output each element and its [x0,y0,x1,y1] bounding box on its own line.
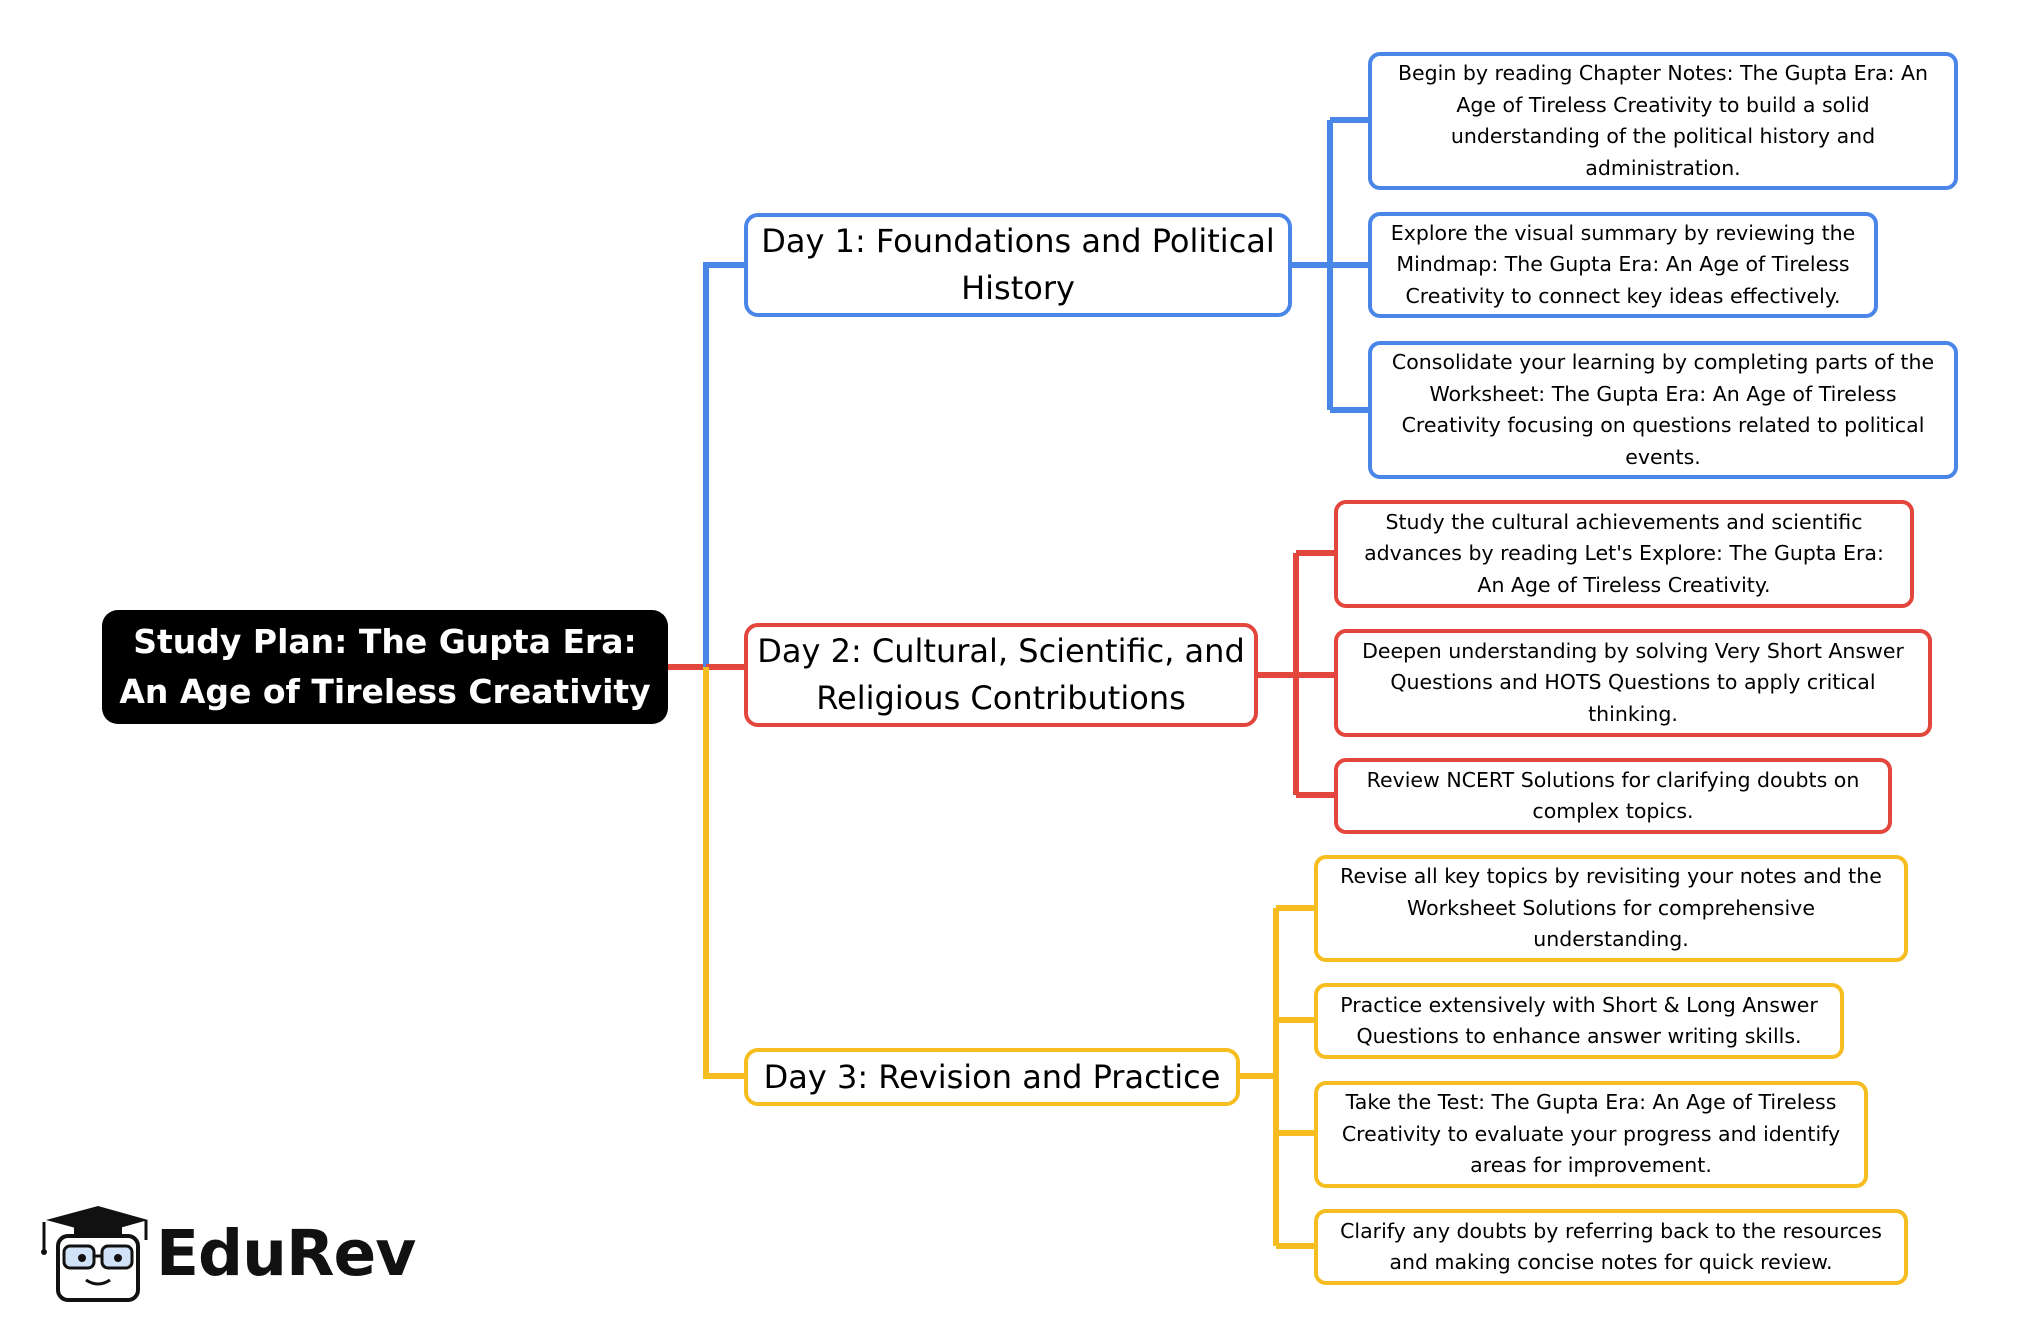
task-text: Clarify any doubts by referring back to the resources and making concise notes for quick review. [1340,1218,1882,1274]
day-3-label: Day 3: Revision and Practice [763,1057,1221,1096]
root-node [102,610,668,724]
task-text: Deepen understanding by solving Very Short Answer Questions and HOTS Questions to apply critical thinking. [1362,638,1904,726]
connector-day1-tasks [1292,120,1368,410]
brand-name: EduRev [156,1217,416,1290]
connector-day2-tasks [1258,553,1334,795]
task-text: Begin by reading Chapter Notes: The Gupta Era: An Age of Tireless Creativity to build a solid understanding of the political history and administration. [1397,61,1929,180]
day-2-label: Day 2: Cultural, Scientific, and Religious Contributions [757,632,1245,717]
task-text: Revise all key topics by revisiting your notes and the Worksheet Solutions for comprehensive understanding. [1340,864,1882,952]
connector-root-day1 [706,265,744,667]
day-3-task-4 [1314,1209,1908,1285]
task-text: Explore the visual summary by reviewing the Mindmap: The Gupta Era: An Age of Tireless Creativity to connect key ideas effectively. [1390,220,1856,308]
day-3-task-1 [1314,855,1908,962]
day-3-node [744,1048,1240,1106]
day-3-task-3 [1314,1081,1868,1188]
day-2-task-3 [1334,758,1892,834]
task-text: Review NCERT Solutions for clarifying doubts on complex topics. [1366,767,1860,823]
task-text: Consolidate your learning by completing parts of the Worksheet: The Gupta Era: An Age of Tireless Creativity focusing on questions related to political events. [1391,350,1935,469]
day-2-task-2 [1334,629,1932,737]
day-1-task-3 [1368,341,1958,479]
day-2-node [744,623,1258,727]
day-1-task-1 [1368,52,1958,190]
task-text: Study the cultural achievements and scientific advances by reading Let's Explore: The Gupta Era: An Age of Tireless Creativity. [1364,509,1884,597]
day-1-task-2 [1368,212,1878,318]
connector-root-day3 [706,667,744,1076]
task-text: Take the Test: The Gupta Era: An Age of Tireless Creativity to evaluate your progress and identify areas for improvement. [1341,1090,1841,1178]
connector-day3-tasks [1240,908,1314,1246]
day-2-task-1 [1334,500,1914,608]
day-3-task-2 [1314,983,1844,1059]
day-1-node [744,213,1292,317]
task-text: Practice extensively with Short & Long Answer Questions to enhance answer writing skills. [1340,992,1818,1048]
day-1-label: Day 1: Foundations and Political History [761,222,1275,307]
root-title: Study Plan: The Gupta Era: An Age of Tireless Creativity [119,622,651,711]
